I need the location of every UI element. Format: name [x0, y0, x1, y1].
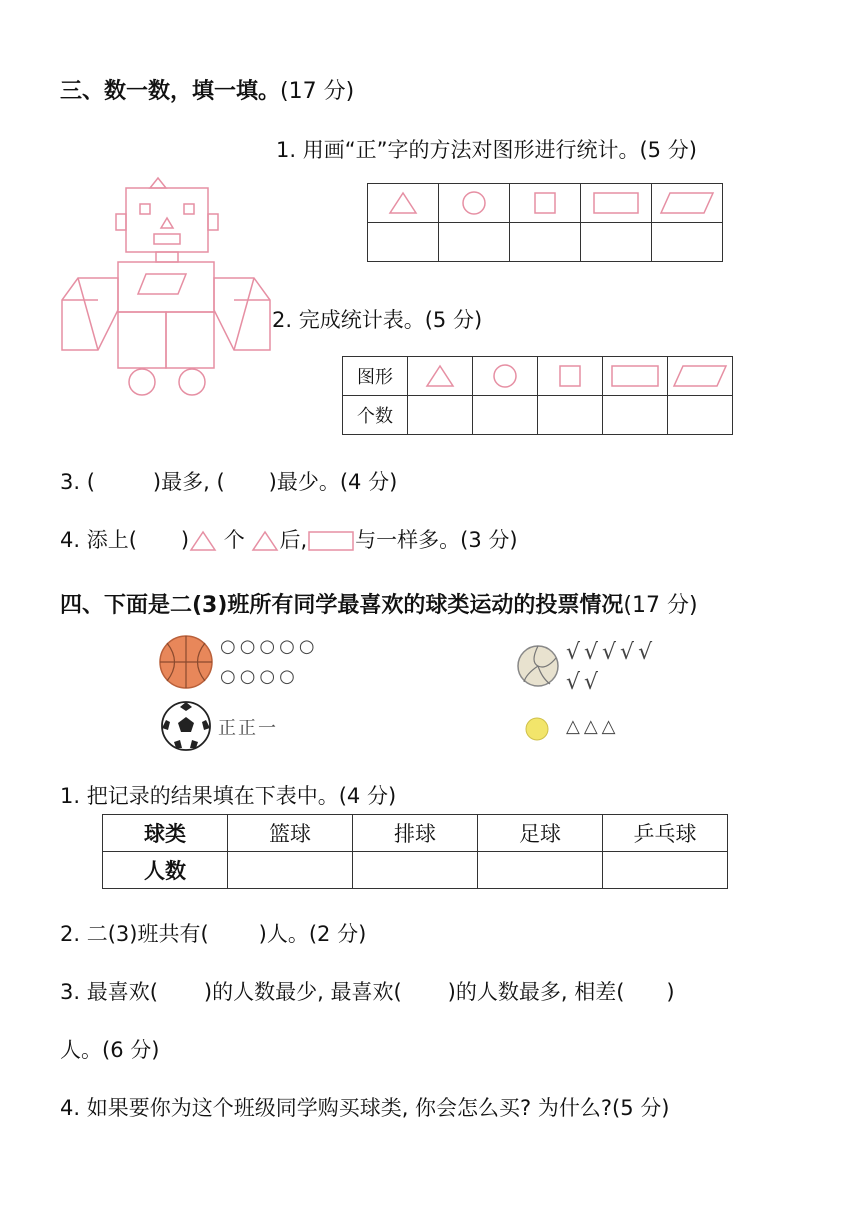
parallelogram-icon: [658, 190, 716, 216]
section3-heading: [60, 74, 354, 105]
ball-vote-count-volleyball[interactable]: [353, 852, 478, 889]
tally-answer-triangle[interactable]: [368, 223, 439, 262]
q4-text-b: ): [180, 528, 190, 552]
section3-q1: 1. 用画“正”字的方法对图形进行统计。(5 分): [276, 138, 697, 162]
stats-table-shapes-row: [343, 357, 733, 396]
ball-vote-table: [102, 814, 728, 889]
tally-volleyball-row2: √√: [566, 670, 603, 695]
tally-basketball-row1: ○○○○○: [220, 636, 319, 657]
robot-left-leg: [118, 312, 166, 368]
ball-vote-count-football[interactable]: [478, 852, 603, 889]
circle-icon: [460, 189, 488, 217]
robot-body-upper: [118, 262, 214, 312]
robot-left-wheel: [129, 369, 155, 395]
robot-left-eye: [140, 204, 150, 214]
tally-football: 正正一: [218, 718, 278, 739]
stats-cell-parallelogram: [668, 357, 733, 396]
section3-points: (17 分): [280, 79, 355, 104]
section4-q4: 4. 如果要你为这个班级同学购买球类, 你会怎么买? 为什么?(5 分): [60, 1096, 670, 1120]
q3-text-c: )最少。(4 分): [268, 470, 398, 494]
rectangle-icon: [609, 363, 661, 389]
robot-left-arm: [62, 278, 118, 350]
q4-text-end: 与一样多。(3 分): [355, 528, 518, 552]
robot-left-ear: [116, 214, 126, 230]
tally-pingpong: △△△: [566, 716, 620, 737]
parallelogram-icon: [671, 363, 729, 389]
robot-right-ear: [208, 214, 218, 230]
section4-title: 四、下面是二(3)班所有同学最喜欢的球类运动的投票情况: [60, 593, 624, 618]
tally-cell-rectangle: [581, 184, 652, 223]
section4-heading: [60, 588, 698, 619]
stats-count-square[interactable]: [538, 396, 603, 435]
s4q3-text-d: ): [666, 980, 675, 1004]
ball-vote-header-row: [103, 815, 728, 852]
triangle-icon: [251, 530, 279, 552]
robot-figure: [58, 170, 278, 400]
ball-vote-header-4: 乒乓球: [603, 815, 728, 852]
section4-q3: [60, 976, 675, 1006]
robot-hat-triangle: [150, 178, 166, 188]
robot-right-eye: [184, 204, 194, 214]
stats-cell-square: [538, 357, 603, 396]
section4-q2: [60, 918, 366, 948]
stats-cell-rectangle: [603, 357, 668, 396]
stats-count-circle[interactable]: [473, 396, 538, 435]
tally-table-answer-row: [368, 223, 723, 262]
robot-right-leg: [166, 312, 214, 368]
section3-q4: [60, 524, 518, 554]
tally-answer-parallelogram[interactable]: [652, 223, 723, 262]
volleyball-icon: [516, 644, 560, 688]
section4-q1: 1. 把记录的结果填在下表中。(4 分): [60, 784, 397, 808]
ball-vote-count-pingpong[interactable]: [603, 852, 728, 889]
ball-vote-header-0: 球类: [103, 815, 228, 852]
q3-text-a: 3. (: [60, 470, 95, 494]
stats-table: [342, 356, 733, 435]
football-icon: [160, 700, 212, 752]
section4-points: (17 分): [623, 593, 698, 618]
stats-count-rectangle[interactable]: [603, 396, 668, 435]
s4q3-text-b: )的人数最少, 最喜欢(: [203, 980, 402, 1004]
tally-answer-square[interactable]: [510, 223, 581, 262]
ball-vote-count-basketball[interactable]: [228, 852, 353, 889]
tally-cell-circle: [439, 184, 510, 223]
ball-vote-count-label: 人数: [103, 852, 228, 889]
robot-right-wheel: [179, 369, 205, 395]
robot-mouth: [154, 234, 180, 244]
triangle-icon: [387, 190, 419, 216]
tally-basketball-row2: ○○○○: [220, 666, 299, 687]
triangle-icon: [424, 363, 456, 389]
q4-text-after: 后,: [279, 528, 308, 552]
square-icon: [531, 189, 559, 217]
stats-cell-circle: [473, 357, 538, 396]
robot-neck: [156, 252, 178, 262]
s4q2-text-a: 2. 二(3)班共有(: [60, 922, 209, 946]
rectangle-icon: [591, 190, 641, 216]
rectangle-icon: [307, 530, 355, 552]
stats-label-shape: 图形: [343, 357, 408, 396]
tally-volleyball-row1: √√√√√: [566, 640, 657, 665]
section4-q3-cont: 人。(6 分): [60, 1038, 160, 1062]
robot-chest-parallelogram: [138, 274, 186, 294]
robot-head: [126, 188, 208, 252]
tally-cell-triangle: [368, 184, 439, 223]
tally-cell-parallelogram: [652, 184, 723, 223]
section3-q2: 2. 完成统计表。(5 分): [272, 308, 483, 332]
tally-table: [367, 183, 723, 262]
section3-q3: [60, 466, 397, 496]
q4-text-a: 4. 添上(: [60, 528, 137, 552]
pingpong-icon: [524, 716, 550, 742]
triangle-icon: [189, 530, 217, 552]
s4q3-text-a: 3. 最喜欢(: [60, 980, 158, 1004]
stats-table-count-row: [343, 396, 733, 435]
q4-text-unit: 个: [223, 528, 245, 552]
tally-answer-circle[interactable]: [439, 223, 510, 262]
stats-cell-triangle: [408, 357, 473, 396]
s4q3-text-c: )的人数最多, 相差(: [447, 980, 625, 1004]
section3-title: 三、数一数，填一填。: [60, 79, 281, 104]
square-icon: [556, 362, 584, 390]
ball-vote-header-1: 篮球: [228, 815, 353, 852]
tally-answer-rectangle[interactable]: [581, 223, 652, 262]
s4q2-text-b: )人。(2 分): [258, 922, 367, 946]
ball-vote-header-3: 足球: [478, 815, 603, 852]
stats-count-triangle[interactable]: [408, 396, 473, 435]
robot-nose: [161, 218, 173, 228]
tally-cell-square: [510, 184, 581, 223]
basketball-icon: [158, 634, 214, 690]
tally-table-shapes-row: [368, 184, 723, 223]
stats-count-parallelogram[interactable]: [668, 396, 733, 435]
ball-vote-count-row: [103, 852, 728, 889]
robot-right-arm: [214, 278, 270, 350]
ball-vote-header-2: 排球: [353, 815, 478, 852]
stats-label-count: 个数: [343, 396, 408, 435]
q3-text-b: )最多, (: [152, 470, 225, 494]
circle-icon: [491, 362, 519, 390]
